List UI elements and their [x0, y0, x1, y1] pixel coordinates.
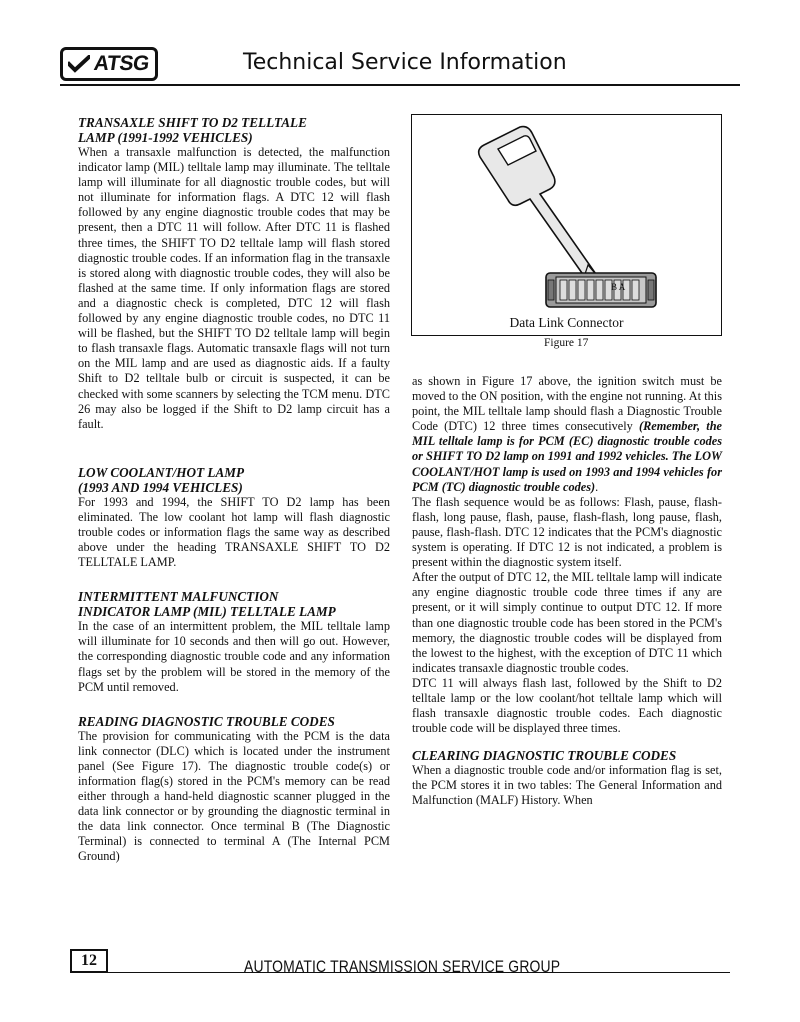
section-heading-clearing-dtc: CLEARING DIAGNOSTIC TROUBLE CODES — [412, 748, 677, 764]
section-heading-intermittent-line2: INDICATOR LAMP (MIL) TELLTALE LAMP — [78, 604, 336, 620]
spacer — [78, 432, 390, 465]
data-link-connector-illustration — [412, 115, 723, 337]
logo-text: ATSG — [92, 52, 151, 75]
spacer — [78, 695, 390, 714]
figure-17 — [411, 114, 722, 336]
paragraph-ignition-emphasis: (Remember, the MIL telltale lamp is for PCM (EC) diagnostic trouble codes or SHIFT TO D2 lamp on 1991 and 1992 vehicles. The LOW COOLANT/HOT lamp is used on 1993 and 1994 vehicles for PCM (TC) diagnostic trouble codes) — [412, 419, 722, 494]
section-heading-low-coolant-line2: (1993 AND 1994 VEHICLES) — [78, 479, 243, 495]
section-body-shift-to-d2: When a transaxle malfunction is detected, the malfunction indicator lamp (MIL) telltale lamp may illuminate. The telltale lamp will illuminate for all diagnostic trouble codes, but will not illuminate for information flags. A DTC 12 will flash followed by any engine diagnostic trouble codes that may be present, then a DTC 11 will follow. After DTC 11 is flashed three times, the SHIFT TO D2 telltale lamp will flash stored diagnostic trouble codes. If an information flag in the transaxle is stored along with diagnostic trouble codes, they will also be flashed at the same time. If only information flags are stored and a diagnostic check is completed, DTC 12 will flash followed by any engine diagnostic trouble codes, no DTC 11 will be flashed, but the SHIFT TO D2 telltale lamp will begin to flash transaxle flags. Automatic transaxle flags will not turn on the MIL lamp and are used as diagnostic aids. If a faulty Shift to D2 telltale bulb or circuit is suspected, it can be checked with some scanners by selecting the TCM menu. DTC 26 may also be logged if the Shift to D2 lamp circuit has a fault. — [78, 145, 390, 431]
figure-caption: Figure 17 — [544, 337, 589, 349]
connector-body-icon — [546, 273, 656, 307]
spacer — [412, 736, 722, 748]
paragraph-flash-sequence: The flash sequence would be as follows: Flash, pause, flash-flash, long pause, flash, pause, flash-flash, long pause, flash, pause, flash-flash. DTC 12 indicates that the PCM's diagnostic system is operating. If DTC 12 is not indicated, a problem is present within the diagnostic system itself. — [412, 494, 722, 570]
jumper-key-icon — [479, 127, 606, 294]
footer-organization: AUTOMATIC TRANSMISSION SERVICE GROUP — [244, 957, 561, 976]
section-heading-low-coolant-line1: LOW COOLANT/HOT LAMP — [78, 464, 245, 480]
left-column — [78, 115, 390, 865]
paragraph-after-dtc12: After the output of DTC 12, the MIL telltale lamp will indicate any engine diagnostic trouble code three times if any are present, or it will simply continue to output DTC 12. If more than one diagnostic trouble code has been stored in the PCM's memory, the diagnostic trouble codes will be displayed from the lowest to the highest, with the exception of DTC 11 which indicates transaxle diagnostic trouble codes. — [412, 570, 722, 675]
section-heading-shift-to-d2-line2: LAMP (1991-1992 VEHICLES) — [78, 130, 253, 145]
paragraph-dtc11: DTC 11 will always flash last, followed by the Shift to D2 telltale lamp or the low coolant/hot telltale lamp which will flash transaxle diagnostic trouble codes. Each diagnostic trouble code will be displayed three times. — [412, 675, 722, 736]
figure-label: Data Link Connector — [509, 315, 624, 330]
right-column — [412, 374, 722, 809]
section-body-intermittent: In the case of an intermittent problem, the MIL telltale lamp will illuminate for 10 seconds and then will go out. However, the corresponding diagnostic trouble code and any information flags set by the problem will be stored in the memory of the PCM until removed. — [78, 619, 390, 694]
page-title: Technical Service Information — [243, 50, 567, 75]
checkmark-icon — [68, 55, 90, 73]
paragraph-ignition — [412, 374, 722, 495]
section-heading-reading-dtc: READING DIAGNOSTIC TROUBLE CODES — [78, 713, 335, 729]
header-divider — [60, 84, 740, 86]
section-body-clearing-dtc: When a diagnostic trouble code and/or information flag is set, the PCM stores it in two tables: The General Information and Malfunction (MALF) History. When — [412, 763, 722, 808]
page-number: 12 — [70, 949, 108, 973]
atsg-logo — [60, 47, 158, 81]
section-heading-intermittent-line1: INTERMITTENT MALFUNCTION — [78, 589, 279, 605]
paragraph-ignition-text: as shown in Figure 17 above, the ignition switch must be moved to the ON position, with the engine not running. At this point, the MIL telltale lamp should flash a Diagnostic Trouble Code (DTC) 12 three times consecutively — [412, 374, 722, 434]
section-body-reading-dtc: The provision for communicating with the PCM is the data link connector (DLC) which is located under the instrument panel (See Figure 17). The diagnostic trouble code(s) or information flag(s) stored in the PCM's memory can be read either through a hand-held diagnostic scanner plugged in the data link connector or by grounding the diagnostic terminal in the data link connector. Once terminal B (The Diagnostic Terminal) is connected to terminal A (The Internal PCM Ground) — [78, 728, 390, 864]
section-heading-shift-to-d2-line1: TRANSAXLE SHIFT TO D2 TELLTALE — [78, 115, 307, 130]
paragraph-ignition-end: . — [595, 479, 599, 494]
section-body-low-coolant: For 1993 and 1994, the SHIFT TO D2 lamp has been eliminated. The low coolant hot lamp will flash diagnostic trouble codes or information flags the same way as described above under the heading TRANSAXLE SHIFT TO D2 TELLTALE LAMP. — [78, 494, 390, 570]
spacer — [78, 570, 390, 589]
terminal-labels: B A — [611, 282, 626, 292]
